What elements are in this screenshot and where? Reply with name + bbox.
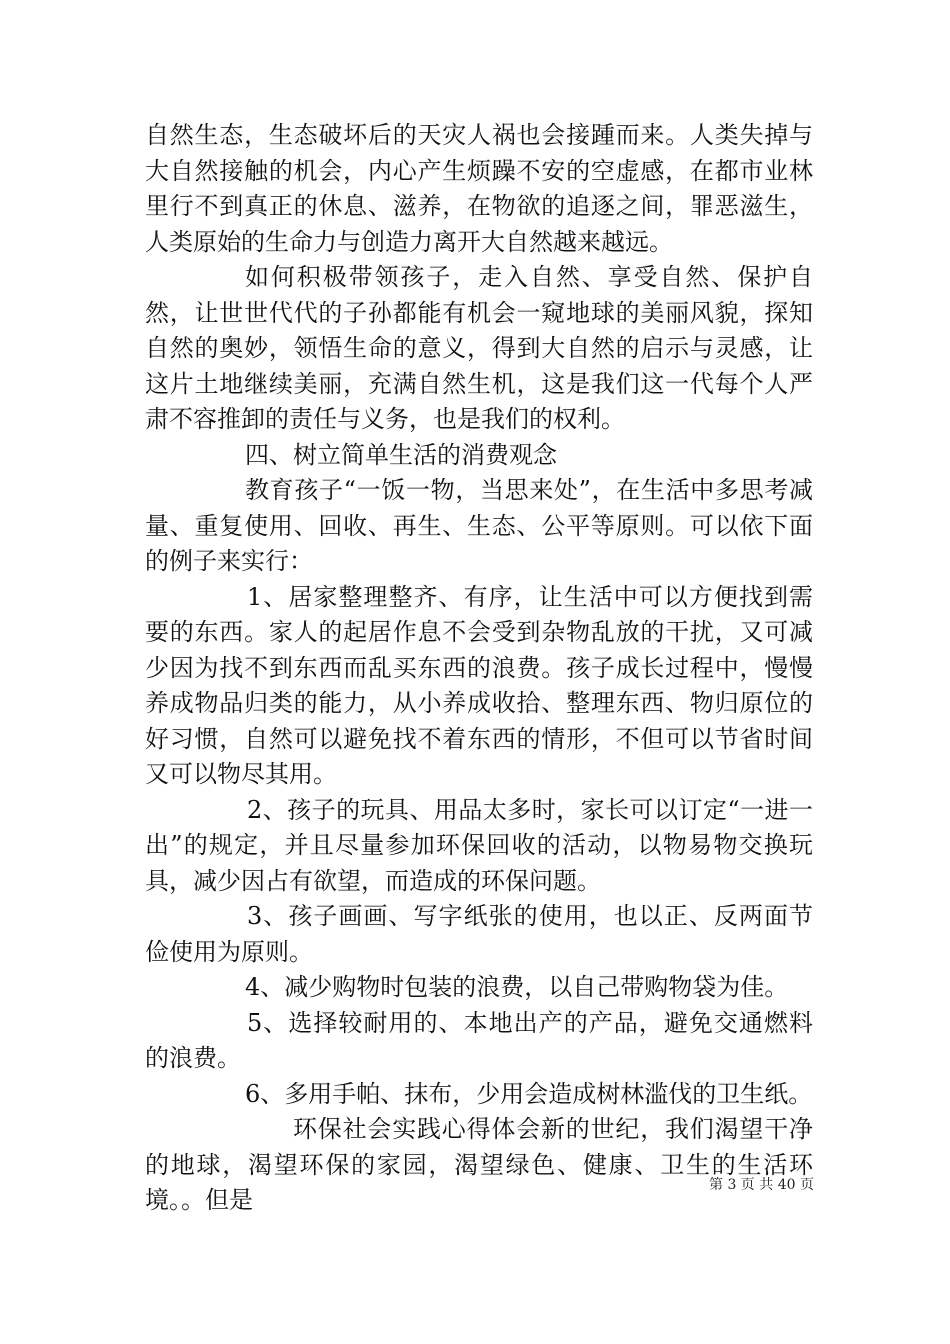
paragraph-1: 自然生态，生态破坏后的天灾人祸也会接踵而来。人类失掉与大自然接触的机会，内心产生烦躁不安的空虚感，在都市业林里行不到真正的休息、滋养，在物欲的追逐之间，罪恶滋生，人类原始的生命力与创造力离开大自然越来越远。 [145,121,813,256]
paragraph-2: 如何积极带领孩子，走入自然、享受自然、保护自然，让世世代代的子孙都能有机会一窥地球的美丽风貌，探知自然的奥妙，领悟生命的意义，得到大自然的启示与灵感，让这片土地继续美丽，充满自然生机，这是我们这一代每个人严肃不容推卸的责任与义务，也是我们的权利。 [145,263,813,433]
paragraph-3: 教育孩子“一饭一物，当思来处”，在生活中多思考减量、重复使用、回收、再生、生态、公平等原则。可以依下面的例子来实行： [145,476,813,575]
list-item-5: 5、选择较耐用的、本地出产的产品，避免交通燃料的浪费。 [145,1008,813,1072]
section-heading-4: 四、树立简单生活的消费观念 [245,440,557,469]
document-body [145,118,813,1219]
list-item-1: 1、居家整理整齐、有序，让生活中可以方便找到需要的东西。家人的起居作息不会受到杂物乱放的干扰，又可减少因为找不到东西而乱买东西的浪费。孩子成长过程中，慢慢养成物品归类的能力，从小养成收拾、整理东西、物归原位的好习惯，自然可以避免找不着东西的情形，不但可以节省时间又可以物尽其用。 [145,582,813,788]
list-item-2: 2、孩子的玩具、用品太多时，家长可以订定“一进一出”的规定，并且尽量参加环保回收的活动，以物易物交换玩具，减少因占有欲望，而造成的环保问题。 [145,795,813,895]
list-item-3: 3、孩子画画、写字纸张的使用，也以正、反两面节俭使用为原则。 [145,902,813,966]
list-item-4: 4、减少购物时包装的浪费，以自己带购物袋为佳。 [245,973,789,1001]
list-item-6: 6、多用手帕、抹布，少用会造成树林滥伐的卫生纸。 [245,1079,813,1108]
page-number-footer: 第 3 页 共 40 页 [709,1177,814,1193]
paragraph-4: 环保社会实践心得体会新的世纪，我们渴望干净的地球，渴望环保的家园，渴望绿色、健康、卫生的生活环境。。但是 [145,1115,813,1214]
